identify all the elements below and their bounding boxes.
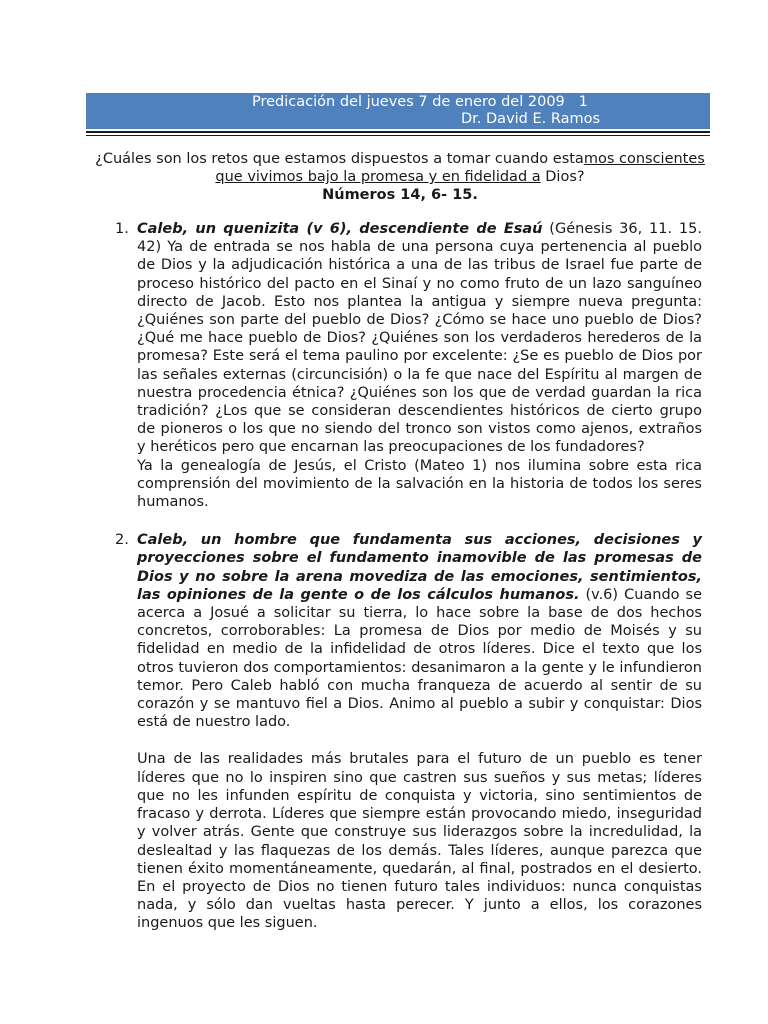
header-title: Predicación del jueves 7 de enero del 2009 <box>252 94 565 110</box>
intro-question <box>90 150 710 204</box>
point-extra: Una de las realidades más brutales para el futuro de un pueblo es tener líderes que no lo inspiren sino que castren sus sueños y sus metas; líderes que no les infunden espíritu de conquista y victoria, sino sentimientos de fracaso y derrota. Líderes que siempre están provocando miedo, inseguridad y volver atrás. Gente que construye sus liderazgos sobre la incredulidad, la deslealtad y las flaquezas de los demás. Tales líderes, aunque parezca que tienen éxito momentáneamente, quedarán, al final, postrados en el desierto. En el proyecto de Dios no tienen futuro tales individuos: nunca conquistas nada, y sólo dan vueltas hasta perecer. Y junto a ellos, los corazones ingenuos que les siguen. <box>137 751 702 932</box>
question-end: Dios? <box>540 169 585 185</box>
header-title-line <box>252 94 588 111</box>
point-number: 1. <box>115 221 129 237</box>
header-rule <box>86 131 710 133</box>
question-start: ¿Cuáles son los retos que estamos dispuestos a tomar cuando esta <box>95 151 584 167</box>
sermon-points <box>115 220 703 933</box>
page-header <box>86 93 710 129</box>
point-body: (Génesis 36, 11. 15. 42) Ya de entrada se nos habla de una persona cuya pertenencia al pueblo de Dios y la adjudicación histórica a una de las tribus de Israel fue parte de proceso histórico del pacto en el Sinaí y no como fruto de un lazo sanguíneo directo de Jacob. Esto nos plantea la antigua y siempre nueva pregunta: ¿Quiénes son parte del pueblo de Dios? ¿Cómo se hace uno pueblo de Dios? ¿Qué me hace pueblo de Dios? ¿Quiénes son los verdaderos herederos de la promesa? Este será el tema paulino por excelente: ¿Se es pueblo de Dios por las señales externas (circuncisión) o la fe que nace del Espíritu al margen de nuestra procedencia étnica? ¿Quiénes son los que de verdad guardan la rica tradición? ¿Los que se consideran descendientes históricos de cierto grupo de pioneros o los que no siendo del tronco son vistos como ajenos, extraños y heréticos pero que encarnan las preocupaciones de los fundadores? <box>137 221 702 456</box>
header-rule-thin <box>86 135 710 136</box>
point-extra: Ya la genealogía de Jesús, el Cristo (Mateo 1) nos ilumina sobre esta rica comprensión del movimiento de la salvación en la historia de todos los seres humanos. <box>137 457 702 511</box>
point-number: 2. <box>115 532 129 549</box>
point-paragraph <box>137 220 702 457</box>
point-2 <box>115 531 703 932</box>
scripture-reference: Números 14, 6- 15. <box>322 187 478 203</box>
point-body: (v.6) Cuando se acerca a Josué a solicitar su tierra, lo hace sobre la base de dos hechos concretos, corroborables: La promesa de Dios por medio de Moisés y su fidelidad en medio de la infidelidad de otros líderes. Dice el texto que los otros tuvieron dos comportamientos: desanimaron a la gente y le infundieron temor. Pero Caleb habló con mucha franqueza de acuerdo al sentir de su corazón y se mantuvo fiel a Dios. Animo al pueblo a subir y conquistar: Dios está de nuestro lado. <box>137 586 703 731</box>
point-lead: Caleb, un quenizita (v 6), descendiente de Esaú <box>137 221 543 237</box>
page-number: 1 <box>578 94 588 110</box>
header-author: Dr. David E. Ramos <box>461 111 601 127</box>
point-1 <box>115 220 702 511</box>
point-paragraph <box>137 531 702 731</box>
point-lead: Caleb, un hombre que fundamenta sus acciones, decisiones y proyecciones sobre el fundamento inamovible de las promesas de Dios y no sobre la arena movediza de las emociones, sentimientos, las opiniones de la gente o de los cálculos humanos. <box>137 532 702 603</box>
question-underlined: mos conscientes que vivimos bajo la promesa y en fidelidad a <box>215 151 705 185</box>
